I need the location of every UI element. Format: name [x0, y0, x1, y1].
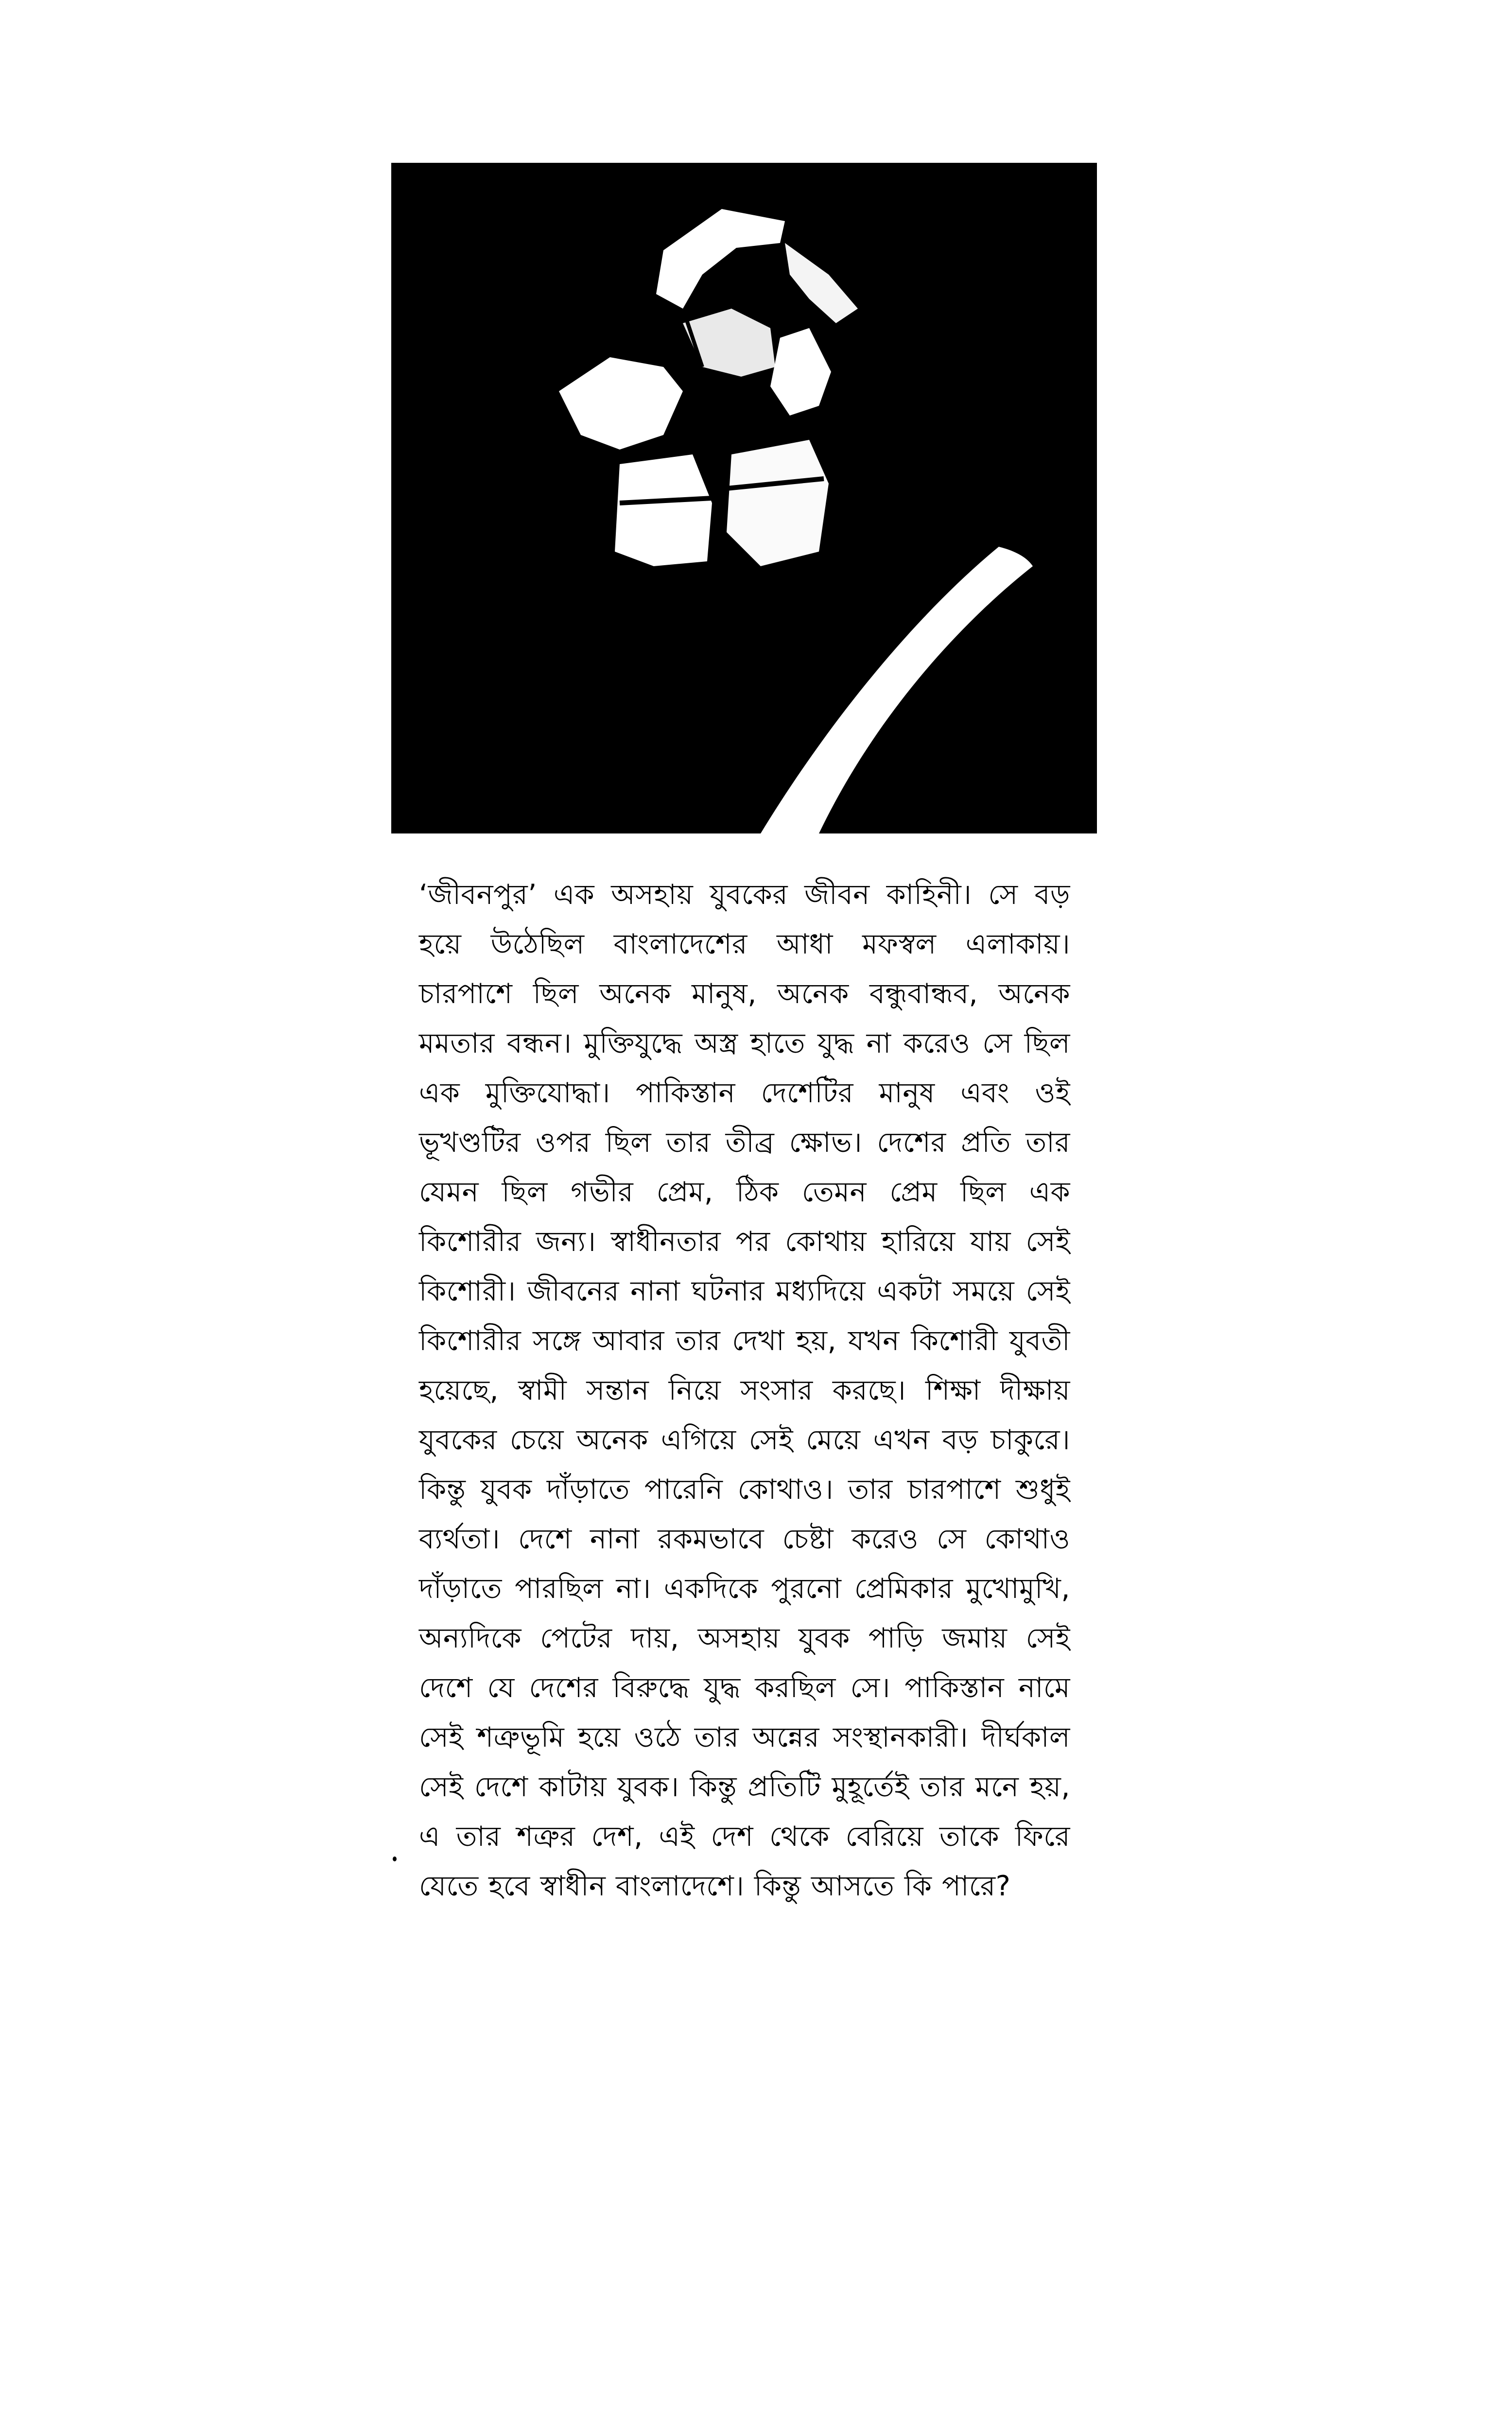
blurb-text: ‘জীবনপুর’ এক অসহায় যুবকের জীবন কাহিনী। সে বড় হয়ে উঠেছিল বাংলাদেশের আধা মফস্বল এলাকায়। চারপাশে ছিল অনেক মানুষ, অনেক বন্ধুবান্ধব, অনেক মমতার বন্ধন। মুক্তিযুদ্ধে অস্ত্র হাতে যুদ্ধ না করেও সে ছিল এক মুক্তিযোদ্ধা। পাকিস্তান দেশেটির মানুষ এবং ওই ভূখণ্ডটির ওপর ছিল তার তীব্র ক্ষোভ। দেশের প্রতি তার যেমন ছিল গভীর প্রেম, ঠিক তেমন প্রেম ছিল এক কিশোরীর জন্য। স্বাধীনতার পর কোথায় হারিয়ে যায় সেই কিশোরী। জীবনের নানা ঘটনার মধ্যদিয়ে একটা সময়ে সেই কিশোরীর সঙ্গে আবার তার দেখা হয়, যখন কিশোরী যুবতী হয়েছে, স্বামী সন্তান নিয়ে সংসার করছে। শিক্ষা দীক্ষায় যুবকের চেয়ে অনেক এগিয়ে সেই মেয়ে এখন বড় চাকুরে। কিন্তু যুবক দাঁড়াতে পারেনি কোথাও। তার চারপাশে শুধুই ব্যর্থতা। দেশে নানা রকমভাবে চেষ্টা করেও সে কোথাও দাঁড়াতে পারছিল না। একদিকে পুরনো প্রেমিকার মুখোমুখি, অন্যদিকে পেটের দায়, অসহায় যুবক পাড়ি জমায় সেই দেশে যে দেশের বিরুদ্ধে যুদ্ধ করছিল সে। পাকিস্তান নামে সেই শত্রুভূমি হয়ে ওঠে তার অন্নের সংস্থানকারী। দীর্ঘকাল সেই দেশে কাটায় যুবক। কিন্তু প্রতিটি মুহূর্তেই তার মনে হয়, এ তার শত্রুর দেশ, এই দেশ থেকে বেরিয়ে তাকে ফিরে যেতে হবে স্বাধীন বাংলাদেশে। কিন্তু আসতে কি পারে?	[419, 879, 1070, 1902]
cover-photo	[391, 163, 1097, 833]
print-speck	[393, 1857, 397, 1861]
crumpled-paper-mask-photo-icon	[391, 163, 1097, 833]
